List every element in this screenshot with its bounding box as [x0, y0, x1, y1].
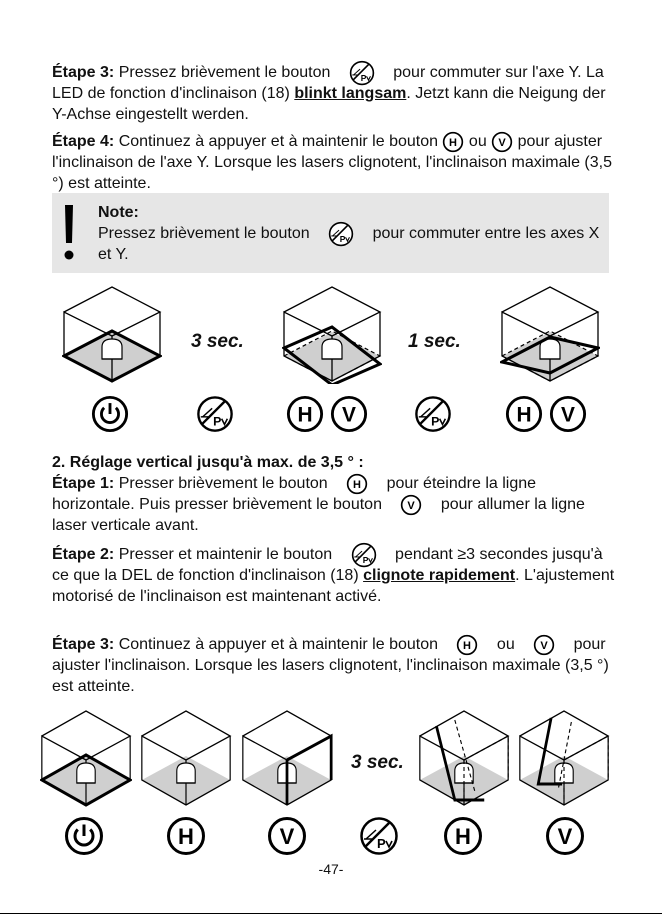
h-button-icon	[346, 473, 368, 495]
v-button-icon	[267, 816, 307, 856]
svg-text:H: H	[178, 824, 194, 849]
laser-box-off	[140, 708, 232, 808]
page-number: -47-	[318, 861, 344, 877]
step3-paragraph: Étape 3: Pressez brièvement le bouton pour commuter sur l'axe Y. La LED de fonction d'inclinaison (18) blinkt langsam. Jetzt kann die Neigung der Y-Achse eingestellt werden.	[52, 62, 618, 125]
power-button-icon	[91, 395, 129, 433]
laser-box-vertical	[241, 708, 333, 808]
h-button-icon	[443, 816, 483, 856]
h-button-icon	[286, 395, 324, 433]
note-text: Note: Pressez brièvement le bouton pour commuter entre les axes X et Y.	[98, 204, 600, 263]
svg-text:V: V	[279, 824, 295, 849]
v-button-icon	[545, 816, 585, 856]
step4-paragraph: Étape 4: Continuez à appuyer et à maintenir le bouton H ou V pour ajuster l'inclinaison de l'axe Y. Lorsque les lasers clignotent, l'inclinaison maximale (3,5 °) est atteinte.	[52, 131, 618, 194]
step2-paragraph: Étape 2: Presser et maintenir le bouton pendant ≥3 secondes jusqu'à ce que la DEL de fonction d'inclinaison (18) clignote rapidement. L'ajustement motorisé de l'inclinaison est maintenant activé.	[52, 544, 618, 607]
footer-rule	[0, 913, 662, 914]
h-button-icon	[166, 816, 206, 856]
svg-text:H: H	[297, 403, 313, 427]
svg-text:V: V	[407, 499, 416, 512]
exclamation-icon	[58, 203, 80, 263]
laser-box-vertical-tilt-1	[418, 708, 510, 808]
svg-text:V: V	[342, 403, 356, 427]
svg-text:V: V	[540, 639, 548, 652]
h-button-icon	[505, 395, 543, 433]
v-button-icon	[533, 634, 555, 656]
tilt-button-icon	[351, 542, 377, 568]
laser-box-horizontal	[62, 284, 162, 384]
power-button-icon	[64, 816, 104, 856]
step1-paragraph: Étape 1: Presser brièvement le bouton H pour éteindre la ligne horizontale. Puis presser brièvement le bouton V pour allumer la ligne laser verticale avant.	[52, 473, 618, 536]
svg-text:H: H	[449, 136, 458, 149]
v-button-icon	[330, 395, 368, 433]
step3b-paragraph: Étape 3: Continuez à appuyer et à maintenir le bouton H ou V pour ajuster l'inclinaison. Lorsque les lasers clignotent, l'inclinaison maximale (3,5 °) est atteinte.	[52, 634, 618, 697]
svg-text:H: H	[463, 639, 472, 652]
tilt-button-icon	[349, 60, 375, 86]
laser-box-tilt-x	[282, 284, 382, 384]
svg-text:H: H	[455, 824, 471, 849]
v-button-icon	[491, 131, 513, 153]
tilt-button-icon	[359, 816, 399, 856]
duration-label: 3 sec.	[191, 331, 244, 352]
duration-label: 3 sec.	[351, 752, 404, 773]
h-button-icon	[456, 634, 478, 656]
laser-box-vertical-tilt-2	[518, 708, 610, 808]
svg-text:H: H	[516, 403, 532, 427]
laser-box-horizontal	[40, 708, 132, 808]
h-button-icon	[442, 131, 464, 153]
svg-text:V: V	[561, 403, 575, 427]
v-button-icon	[549, 395, 587, 433]
tilt-button-icon	[196, 395, 234, 433]
note-box	[52, 193, 609, 273]
tilt-button-icon	[328, 221, 354, 247]
v-button-icon	[400, 494, 422, 516]
section-heading: 2. Réglage vertical jusqu'à max. de 3,5 ° :	[52, 454, 364, 471]
svg-text:V: V	[498, 136, 506, 149]
laser-box-tilt-y	[500, 284, 600, 384]
tilt-button-icon	[414, 395, 452, 433]
svg-text:V: V	[557, 824, 573, 849]
duration-label: 1 sec.	[408, 331, 461, 352]
svg-text:H: H	[353, 478, 362, 491]
